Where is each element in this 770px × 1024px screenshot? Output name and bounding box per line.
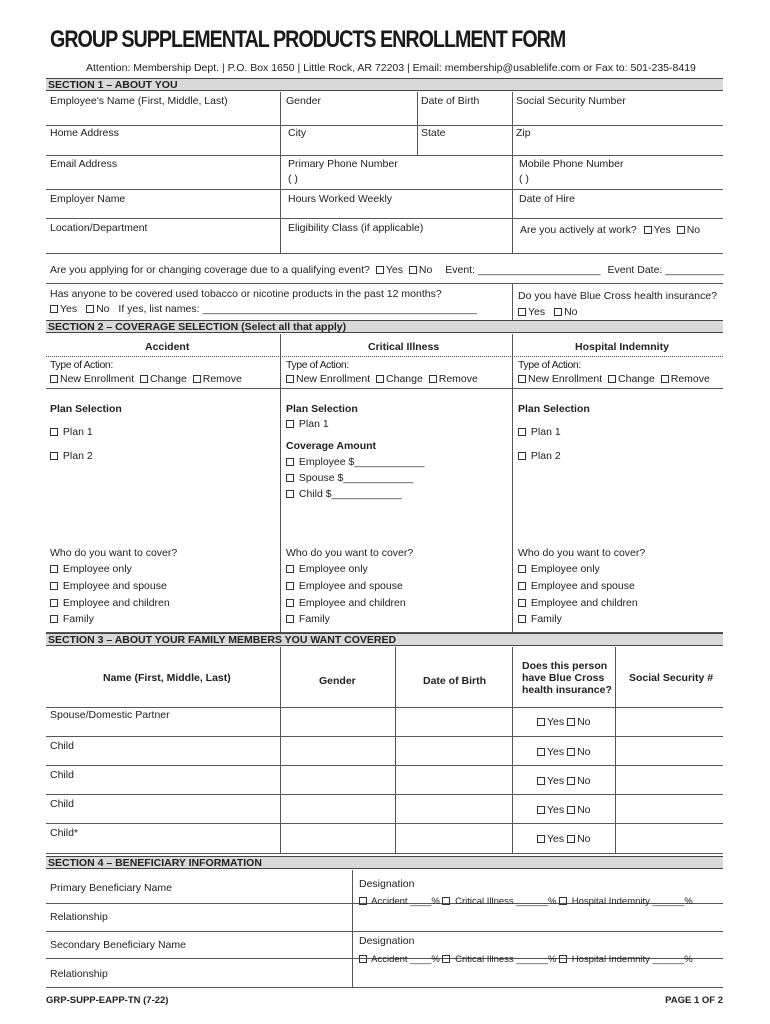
tobacco-answer: Yes No If yes, list names: _______________________________________________ [50,303,477,315]
hospital-change-checkbox[interactable] [608,375,616,383]
s3-col-dob: Date of Birth [423,675,486,687]
accident-who-cover: Who do you want to cover? [50,547,178,559]
secondary-accident-checkbox[interactable] [359,955,367,963]
s3-row5-yes-checkbox[interactable] [537,835,545,843]
critical-emp-children-checkbox[interactable] [286,599,294,607]
secondary-designation-options: Accident ____% Critical Illness ______% Hospital Indemnity ______% [359,954,693,965]
secondary-critical-checkbox[interactable] [442,955,450,963]
hospital-emp-spouse-checkbox[interactable] [518,582,526,590]
s3-row-child-2[interactable]: Child [50,769,74,781]
critical-plan1-checkbox[interactable] [286,420,294,428]
primary-designation-options: Accident ____% Critical Illness ______% Hospital Indemnity ______% [359,896,693,907]
secondary-hospital-checkbox[interactable] [559,955,567,963]
s3-row5-no-checkbox[interactable] [567,835,575,843]
critical-new-checkbox[interactable] [286,375,294,383]
hours-worked-field[interactable]: Hours Worked Weekly [288,193,393,205]
s3-col-ssn: Social Security # [629,672,714,684]
s3-row2-yes-checkbox[interactable] [537,748,545,756]
cov-child-checkbox[interactable] [286,490,294,498]
active-no-checkbox[interactable] [677,226,685,234]
critical-plan-selection: Plan Selection [286,403,358,415]
coverage-amount-label: Coverage Amount [286,440,377,452]
s3-col-gender: Gender [319,675,356,687]
bluecross-yes-checkbox[interactable] [518,308,526,316]
mobile-phone-field[interactable]: Mobile Phone Number [519,158,624,170]
s3-col-bluecross: Does this person have Blue Cross health insurance? [522,660,612,696]
eligibility-field[interactable]: Eligibility Class (if applicable) [288,222,424,234]
section-3-header: SECTION 3 – ABOUT YOUR FAMILY MEMBERS YOU WANT COVERED [46,633,723,646]
hospital-action-options: New Enrollment Change Remove [518,373,710,385]
critical-plan1: Plan 1 [286,418,329,430]
bluecross-answer: Yes No [518,306,578,318]
accident-plan2: Plan 2 [50,450,93,462]
accident-remove-checkbox[interactable] [193,375,201,383]
critical-change-checkbox[interactable] [376,375,384,383]
primary-relationship-field[interactable]: Relationship [50,911,108,923]
hospital-plan2-checkbox[interactable] [518,452,526,460]
section-4-header: SECTION 4 – BENEFICIARY INFORMATION [46,856,723,869]
hospital-plan1: Plan 1 [518,426,561,438]
city-field[interactable]: City [288,127,307,139]
s3-row-child-3[interactable]: Child [50,798,74,810]
s3-row1-yes-checkbox[interactable] [537,718,545,726]
state-field[interactable]: State [421,127,446,139]
secondary-designation-label: Designation [359,935,415,947]
s3-row-child-1[interactable]: Child [50,740,74,752]
critical-who-cover: Who do you want to cover? [286,547,414,559]
location-field[interactable]: Location/Department [50,222,148,234]
tobacco-question: Has anyone to be covered used tobacco or nicotine products in the past 12 months? [50,288,442,300]
col-critical-illness: Critical Illness [368,341,440,353]
page-number: PAGE 1 OF 2 [665,995,723,1006]
cov-spouse: Spouse $____________ [286,472,413,484]
active-yes-checkbox[interactable] [644,226,652,234]
bluecross-question: Do you have Blue Cross health insurance? [518,290,718,302]
accident-emp-spouse-checkbox[interactable] [50,582,58,590]
critical-action-options: New Enrollment Change Remove [286,373,478,385]
hospital-family-checkbox[interactable] [518,615,526,623]
critical-type-label: Type of Action: [286,359,349,371]
hospital-plan-selection: Plan Selection [518,403,590,415]
primary-phone-field[interactable]: Primary Phone Number [288,158,398,170]
email-field[interactable]: Email Address [50,158,118,170]
hospital-emp-only-checkbox[interactable] [518,565,526,573]
critical-family-checkbox[interactable] [286,615,294,623]
section-1-header: SECTION 1 – ABOUT YOU [46,78,723,91]
primary-hospital-checkbox[interactable] [559,897,567,905]
critical-emp-only-checkbox[interactable] [286,565,294,573]
employee-name-field[interactable]: Employee's Name (First, Middle, Last) [50,95,228,107]
hospital-new-checkbox[interactable] [518,375,526,383]
primary-critical-checkbox[interactable] [442,897,450,905]
accident-emp-only-checkbox[interactable] [50,565,58,573]
secondary-relationship-field[interactable]: Relationship [50,968,108,980]
cov-spouse-checkbox[interactable] [286,474,294,482]
home-address-field[interactable]: Home Address [50,127,119,139]
accident-plan-selection: Plan Selection [50,403,122,415]
hospital-who-cover: Who do you want to cover? [518,547,646,559]
tobacco-no-checkbox[interactable] [86,305,94,313]
qualifying-event-question: Are you applying for or changing coverage due to a qualifying event? Yes No Event: _____________________ Event Date: __________ [50,264,724,276]
bluecross-no-checkbox[interactable] [554,308,562,316]
gender-field[interactable]: Gender [286,95,322,107]
primary-phone-paren: ( ) [288,173,298,185]
accident-emp-children-checkbox[interactable] [50,599,58,607]
qualifying-yes-checkbox[interactable] [376,266,384,274]
s3-row3-no-checkbox[interactable] [567,777,575,785]
actively-at-work-question: Are you actively at work? Yes No [520,224,701,236]
accident-plan1: Plan 1 [50,426,93,438]
primary-accident-checkbox[interactable] [359,897,367,905]
form-id: GRP-SUPP-EAPP-TN (7-22) [46,995,169,1006]
accident-change-checkbox[interactable] [140,375,148,383]
col-hospital-indemnity: Hospital Indemnity [575,341,669,353]
ssn-field[interactable]: Social Security Number [516,95,626,107]
event-field[interactable]: Event: _____________________ [445,264,601,276]
accident-plan2-checkbox[interactable] [50,452,58,460]
accident-action-options: New Enrollment Change Remove [50,373,242,385]
event-date-field[interactable]: Event Date: __________ [607,264,724,276]
attention-line: Attention: Membership Dept. | P.O. Box 1650 | Little Rock, AR 72203 | Email: membership@usablelife.com or Fax to: 501-235-8419 [86,62,696,74]
qualifying-no-checkbox[interactable] [409,266,417,274]
s3-row-child-4[interactable]: Child* [50,827,79,839]
employer-name-field[interactable]: Employer Name [50,193,126,205]
accident-family-checkbox[interactable] [50,615,58,623]
s3-row4-yes-checkbox[interactable] [537,806,545,814]
tobacco-list-field[interactable]: If yes, list names: _______________________________________________ [118,303,477,315]
tobacco-yes-checkbox[interactable] [50,305,58,313]
hospital-plan2: Plan 2 [518,450,561,462]
s3-row3-yes-checkbox[interactable] [537,777,545,785]
col-accident: Accident [145,341,190,353]
primary-beneficiary-field[interactable]: Primary Beneficiary Name [50,882,172,894]
primary-designation-label: Designation [359,878,415,890]
hospital-type-label: Type of Action: [518,359,581,371]
s3-row4-no-checkbox[interactable] [567,806,575,814]
accident-type-label: Type of Action: [50,359,113,371]
hospital-remove-checkbox[interactable] [661,375,669,383]
hospital-emp-children-checkbox[interactable] [518,599,526,607]
cov-employee-checkbox[interactable] [286,458,294,466]
critical-emp-spouse-checkbox[interactable] [286,582,294,590]
zip-field[interactable]: Zip [516,127,531,139]
mobile-phone-paren: ( ) [519,173,529,185]
hospital-plan1-checkbox[interactable] [518,428,526,436]
form-title: GROUP SUPPLEMENTAL PRODUCTS ENROLLMENT FORM [50,26,566,53]
s3-row2-no-checkbox[interactable] [567,748,575,756]
accident-new-checkbox[interactable] [50,375,58,383]
accident-plan1-checkbox[interactable] [50,428,58,436]
cov-child: Child $____________ [286,488,402,500]
secondary-beneficiary-field[interactable]: Secondary Beneficiary Name [50,939,186,951]
s3-row-spouse[interactable]: Spouse/Domestic Partner [50,709,170,721]
s3-row1-no-checkbox[interactable] [567,718,575,726]
s3-col-name: Name (First, Middle, Last) [103,672,231,684]
cov-employee: Employee $____________ [286,456,424,468]
section-2-header: SECTION 2 – COVERAGE SELECTION (Select all that apply) [46,320,723,333]
date-of-hire-field[interactable]: Date of Hire [519,193,576,205]
dob-field[interactable]: Date of Birth [421,95,480,107]
critical-remove-checkbox[interactable] [429,375,437,383]
